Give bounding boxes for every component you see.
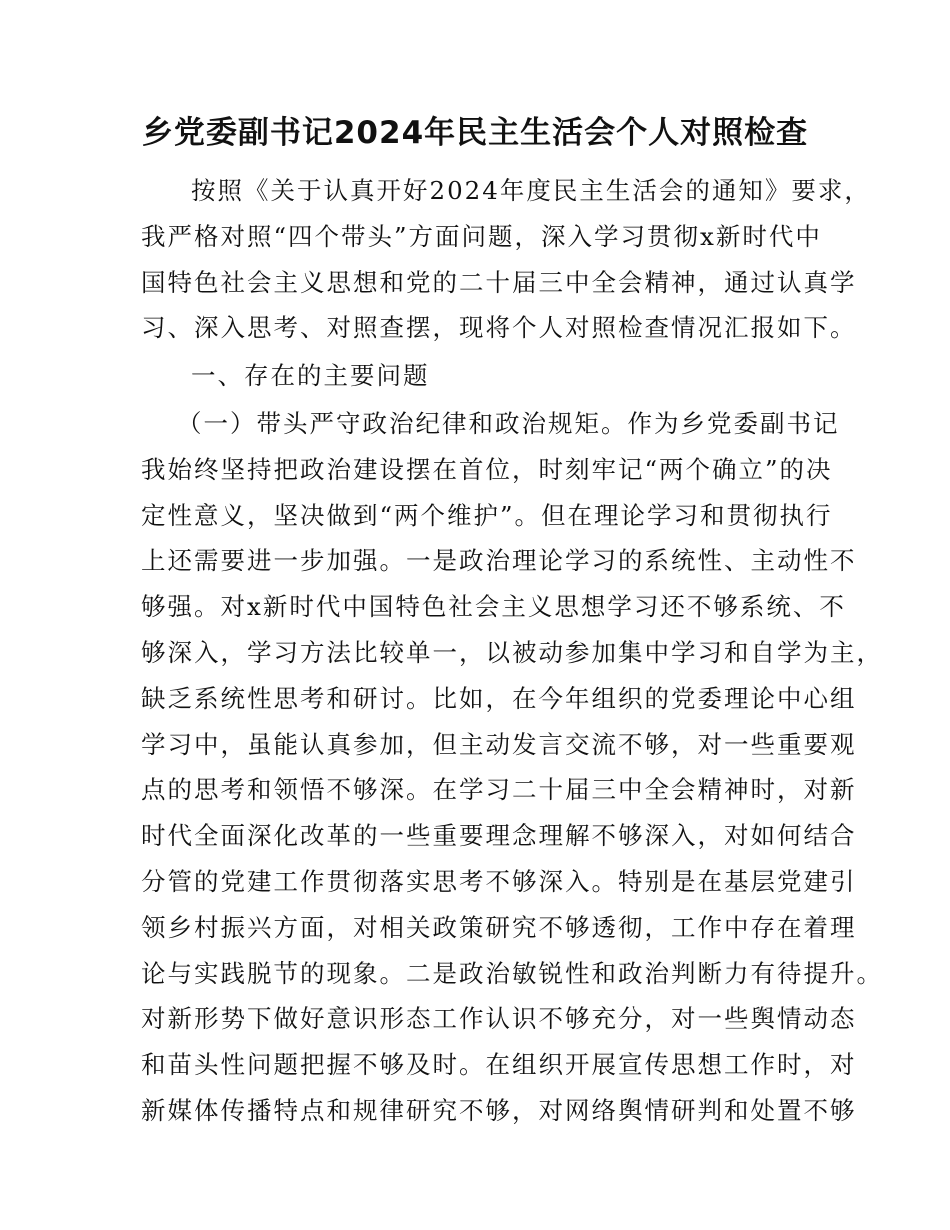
paragraph-line: 习、深入思考、对照查摆，现将个人对照检查情况汇报如下。	[141, 313, 857, 343]
paragraph-line: 我始终坚持把政治建设摆在首位，时刻牢记“两个确立”的决	[141, 454, 833, 484]
paragraph-line: （一）带头严守政治纪律和政治规矩。作为乡党委副书记	[177, 408, 840, 438]
paragraph-line: 我严格对照“四个带头”方面问题，深入学习贯彻x新时代中	[141, 221, 822, 251]
paragraph-line: 够强。对x新时代中国特色社会主义思想学习还不够系统、不	[141, 592, 846, 622]
paragraph-line: 领乡村振兴方面，对相关政策研究不够透彻，工作中存在着理	[141, 912, 857, 942]
section-heading	[141, 353, 816, 399]
paragraph-line: 时代全面深化改革的一些重要理念理解不够深入，对如何结合	[141, 821, 857, 851]
paragraph-line: 论与实践脱节的现象。二是政治敏锐性和政治判断力有待提升。	[141, 958, 883, 988]
paragraph-line: 国特色社会主义思想和党的二十届三中全会精神，通过认真学	[141, 267, 857, 297]
intro-paragraph	[141, 168, 871, 351]
subsection-paragraph	[141, 401, 883, 1134]
paragraph-line: 按照《关于认真开好2024年度民主生活会的通知》要求，	[191, 176, 871, 205]
paragraph-line: 分管的党建工作贯彻落实思考不够深入。特别是在基层党建引	[141, 866, 857, 896]
document-title: 乡党委副书记2024年民主生活会个人对照检查	[141, 115, 809, 151]
paragraph-line: 对新形势下做好意识形态工作认识不够充分，对一些舆情动态	[141, 1004, 857, 1034]
paragraph-line: 定性意义，坚决做到“两个维护”。但在理论学习和贯彻执行	[141, 500, 833, 530]
paragraph-line: 缺乏系统性思考和研讨。比如，在今年组织的党委理论中心组	[141, 683, 857, 713]
paragraph-line: 学习中，虽能认真参加，但主动发言交流不够，对一些重要观	[141, 729, 857, 759]
document-body	[141, 168, 883, 1134]
section-heading-line: 一、存在的主要问题	[191, 361, 430, 391]
paragraph-line: 上还需要进一步加强。一是政治理论学习的系统性、主动性不	[141, 546, 857, 576]
paragraph-line: 和苗头性问题把握不够及时。在组织开展宣传思想工作时，对	[141, 1050, 857, 1080]
paragraph-line: 点的思考和领悟不够深。在学习二十届三中全会精神时，对新	[141, 775, 857, 805]
paragraph-line: 新媒体传播特点和规律研究不够，对网络舆情研判和处置不够	[141, 1095, 857, 1125]
paragraph-line: 够深入，学习方法比较单一，以被动参加集中学习和自学为主，	[141, 637, 883, 667]
